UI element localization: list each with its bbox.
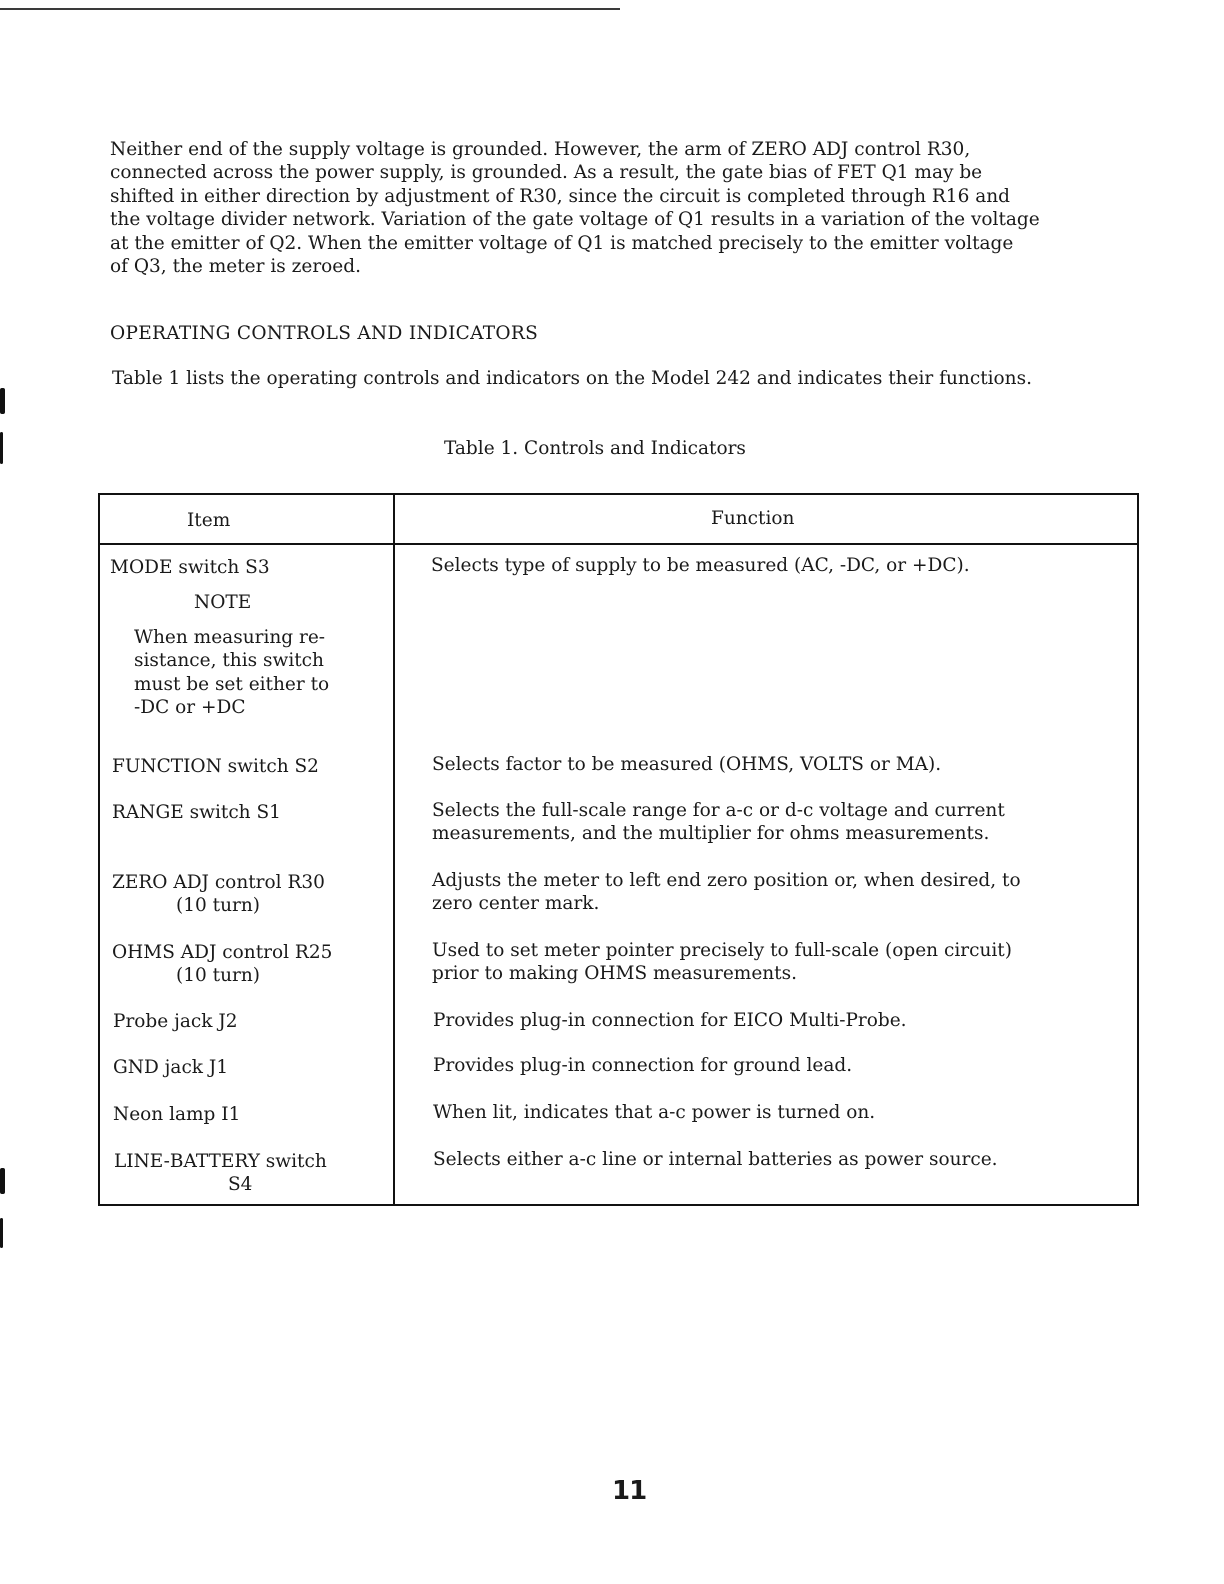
item-label: LINE-BATTERY switch bbox=[114, 1151, 327, 1172]
table-row-function bbox=[432, 753, 941, 776]
table-row-item bbox=[114, 1150, 327, 1197]
paragraph-line: Neither end of the supply voltage is grounded. However, the arm of ZERO ADJ control R30, bbox=[110, 139, 971, 160]
item-sublabel: (10 turn) bbox=[176, 895, 260, 917]
note-text bbox=[134, 626, 329, 720]
item-label: MODE switch S3 bbox=[110, 557, 270, 578]
function-line: measurements, and the multiplier for ohms measurements. bbox=[432, 823, 990, 845]
item-label: Neon lamp I1 bbox=[113, 1104, 241, 1125]
scan-binding-mark bbox=[0, 1168, 5, 1194]
function-line: Provides plug-in connection for EICO Multi-Probe. bbox=[433, 1010, 907, 1031]
controls-table bbox=[98, 493, 1139, 1206]
table-row-item bbox=[112, 871, 325, 918]
intro-sentence: Table 1 lists the operating controls and indicators on the Model 242 and indicates their functions. bbox=[112, 368, 1032, 389]
function-line: When lit, indicates that a-c power is turned on. bbox=[433, 1102, 876, 1123]
table-row-function bbox=[433, 1148, 998, 1171]
paragraph-line: the voltage divider network. Variation of the gate voltage of Q1 results in a variation of the voltage bbox=[110, 209, 1040, 231]
table-row-function bbox=[431, 554, 970, 577]
page-number: 11 bbox=[612, 1476, 647, 1506]
table-caption: Table 1. Controls and Indicators bbox=[444, 438, 746, 459]
table-row-function bbox=[432, 939, 1012, 986]
paragraph-line: connected across the power supply, is grounded. As a result, the gate bias of FET Q1 may be bbox=[110, 162, 983, 184]
item-sublabel: (10 turn) bbox=[176, 965, 260, 987]
paragraph-line: at the emitter of Q2. When the emitter voltage of Q1 is matched precisely to the emitter voltage bbox=[110, 232, 1014, 254]
scan-binding-mark bbox=[0, 1218, 3, 1248]
table-row-item bbox=[113, 1056, 228, 1079]
function-line: Selects the full-scale range for a-c or d-c voltage and current bbox=[432, 800, 1005, 821]
function-line: prior to making OHMS measurements. bbox=[432, 963, 797, 985]
table-row-item bbox=[112, 755, 319, 778]
item-label: Probe jack J2 bbox=[113, 1011, 238, 1032]
table-row-function bbox=[433, 1054, 852, 1077]
table-row-function bbox=[433, 1009, 907, 1032]
function-line: Adjusts the meter to left end zero position or, when desired, to bbox=[432, 870, 1021, 891]
scan-edge-rule bbox=[0, 8, 620, 10]
table-row-function bbox=[432, 869, 1021, 916]
body-paragraph bbox=[110, 138, 1140, 278]
note-line: must be set either to bbox=[134, 673, 330, 695]
header-divider bbox=[100, 543, 1137, 545]
column-header-function: Function bbox=[711, 508, 795, 529]
table-row-function bbox=[433, 1101, 875, 1124]
function-line: Used to set meter pointer precisely to full-scale (open circuit) bbox=[432, 940, 1012, 961]
scan-binding-mark bbox=[0, 388, 5, 414]
item-label: ZERO ADJ control R30 bbox=[112, 872, 325, 893]
item-label: GND jack J1 bbox=[113, 1057, 229, 1078]
scan-binding-mark bbox=[0, 432, 3, 464]
function-line: Selects factor to be measured (OHMS, VOLTS or MA). bbox=[432, 754, 942, 775]
table-row-item bbox=[113, 1010, 238, 1033]
column-header-item: Item bbox=[187, 510, 231, 531]
table-row-function bbox=[432, 799, 1005, 846]
table-row-item bbox=[112, 801, 281, 824]
item-sublabel: S4 bbox=[228, 1174, 253, 1196]
function-line: Selects type of supply to be measured (AC, -DC, or +DC). bbox=[431, 555, 970, 576]
table-row-item bbox=[112, 941, 332, 988]
section-heading: OPERATING CONTROLS AND INDICATORS bbox=[110, 323, 539, 344]
paragraph-line: shifted in either direction by adjustment of R30, since the circuit is completed through R16 and bbox=[110, 185, 1011, 207]
column-divider bbox=[393, 495, 395, 1204]
note-line: When measuring re- bbox=[134, 627, 326, 648]
note-line: sistance, this switch bbox=[134, 650, 324, 672]
function-line: Selects either a-c line or internal batteries as power source. bbox=[433, 1149, 998, 1170]
paragraph-line: of Q3, the meter is zeroed. bbox=[110, 256, 361, 278]
function-line: Provides plug-in connection for ground lead. bbox=[433, 1055, 853, 1076]
item-label: RANGE switch S1 bbox=[112, 802, 281, 823]
note-heading: NOTE bbox=[194, 592, 252, 613]
item-label: OHMS ADJ control R25 bbox=[112, 942, 333, 963]
table-row-item bbox=[110, 556, 270, 579]
function-line: zero center mark. bbox=[432, 893, 600, 915]
note-line: -DC or +DC bbox=[134, 697, 246, 719]
table-row-item bbox=[113, 1103, 240, 1126]
item-label: FUNCTION switch S2 bbox=[112, 756, 319, 777]
